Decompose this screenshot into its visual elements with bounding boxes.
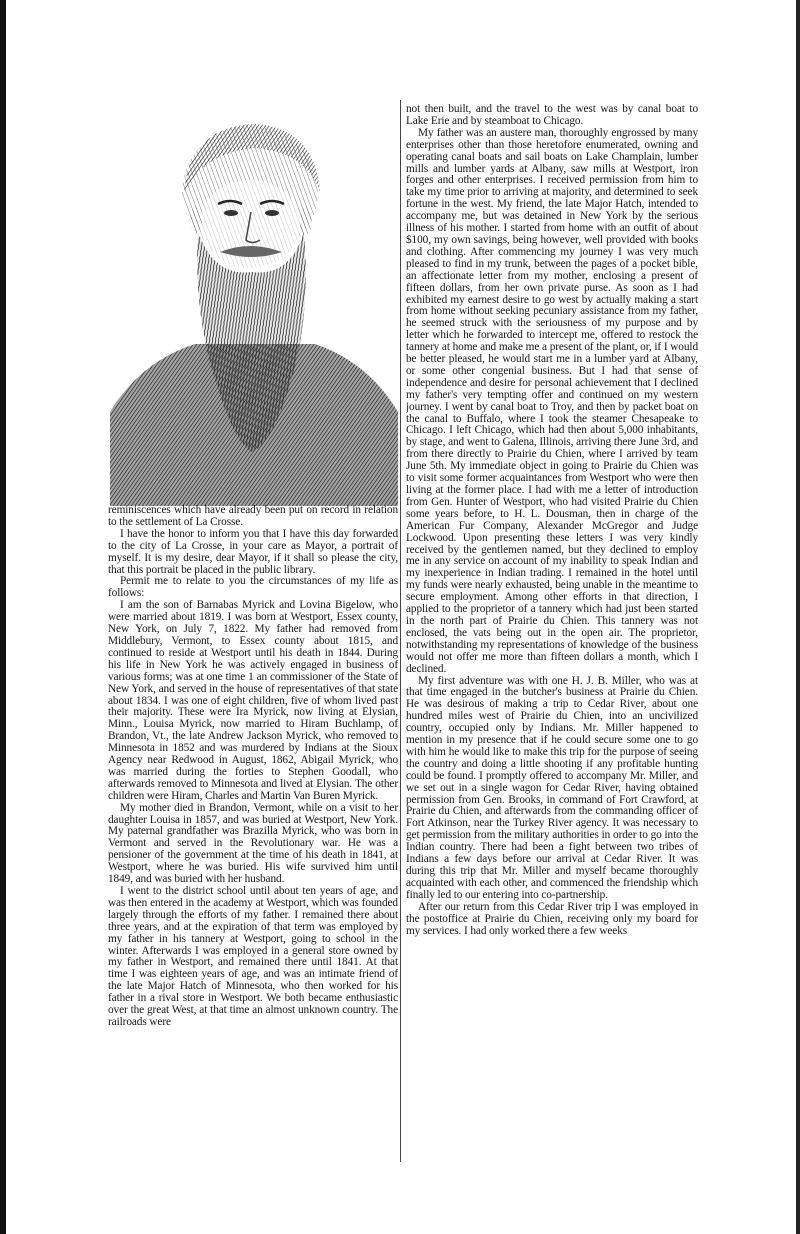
- paragraph: I have the honor to inform you that I have this day forwarded to the city of La Crosse, in your care as Mayor, a portrait of myself. It is my desire, dear Mayor, if it shall so please the city, that this portrait be placed in the public library.: [108, 527, 398, 576]
- column-divider: [400, 100, 401, 1162]
- paragraph: not then built, and the travel to the west was by canal boat to Lake Erie and by steamboat to Chicago.: [406, 104, 698, 127]
- newspaper-page: [100, 100, 704, 1168]
- paragraph: I went to the district school until about ten years of age, and was then entered in the academy at Westport, which was founded largely through the efforts of my father. I remained there about three years, and at the expiration of that term was employed by my father in his tannery at Westport, going to school in the winter. Afterwards I was employed in a general store owned by my father in Westport, and remained there until 1841. At that time I was eighteen years of age, and was an intimate friend of the late Major Hatch of Minnesota, who then worked for his father in a rival store in Westport. We both became enthusiastic over the great West, at that time an almost unknown country. The railroads were: [108, 885, 398, 1028]
- scan-edge-left: [0, 0, 6, 1234]
- paragraph: I am the son of Barnabas Myrick and Lovina Bigelow, who were married about 1819. I was born at Westport, Essex county, New York, on July 7, 1822. My father had removed from Middlebury, Vermont, to Essex county about 1815, and continued to reside at Westport until his death in 1844. During his life in New York he was actively engaged in business of various forms; was at one time 1 an commissioner of the State of New York, and served in the house of representatives of that state about 1834. I was one of eight children, five of whom lived past their majority. These were Ira Myrick, now living at Elysian, Minn., Louisa Myrick, now married to Hiram Buchlamp, of Brandon, Vt., the late Andrew Jackson Myrick, who removed to Minnesota in 1852 and was murdered by Indians at the Sioux Agency near Redwood in August, 1862, Abigail Myrick, who was married during the forties to Stephen Goodall, who afterwards removed to Minnesota and lived at Elysian. The other children were Hiram, Charles and Martin Van Buren Myrick.: [108, 599, 398, 802]
- paragraph: My mother died in Brandon, Vermont, while on a visit to her daughter Louisa in 1857, and was buried at Westport, New York. My paternal grandfather was Brazilla Myrick, who was born in Vermont and served in the Revolutionary war. He was a pensioner of the government at the time of his death in 1841, at Westport, where he was buried. His wife survived him until 1849, and was buried with her husband.: [108, 801, 398, 886]
- bearded-man-portrait-icon: [110, 112, 398, 506]
- scan-edge-right: [796, 0, 800, 1234]
- right-column-text: [406, 104, 698, 1168]
- paragraph: My first adventure was with one H. J. B. Miller, who was at that time engaged in the butcher's business at Prairie du Chien. He was desirous of making a trip to Cedar River, about one hundred miles west of Prairie du Chien, into an uncivilized country, occupied only by Indians. Mr. Miller happened to mention in my presence that if he could secure some one to go with him he would like to make this trip for the purpose of seeing the country and doing a little shooting if any profitable hunting could be found. I promptly offered to accompany Mr. Miller, and we set out in a single wagon for Cedar River, having obtained permission from Gen. Brooks, in command of Fort Crawford, at Prairie du Chien, and afterwards from the commanding officer of Fort Atkinson, near the Turkey River agency. It was necessary to get permission from the military authorities in order to go into the Indian country. There had been a fight between two tribes of Indians a few days before our arrival at Cedar River. It was during this trip that Mr. Miller and myself became thoroughly acquainted with each other, and commenced the friendship which finally led to our entering into co-partnership.: [406, 674, 698, 901]
- left-column: [106, 100, 398, 1168]
- left-column-text: [108, 505, 398, 1165]
- right-column: [402, 100, 698, 1168]
- paragraph: reminiscences which have already been put on record in relation to the settlement of La Crosse.: [108, 505, 398, 528]
- portrait-engraving: [110, 112, 398, 506]
- paragraph: My father was an austere man, thoroughly engrossed by many enterprises other than those heretofore enumerated, owning and operating canal boats and sail boats on Lake Champlain, lumber mills and lumber yards at Albany, saw mills at Westport, iron forges and other enterprises. I received permission from him to take my time prior to arriving at majority, and determined to seek fortune in the west. My friend, the late Major Hatch, intended to accompany me, but was detained in New York by the serious illness of his mother. I started from home with an outfit of about $100, my own savings, being however, well provided with books and clothing. After commencing my journey I was very much pleased to find in my trunk, between the pages of a pocket bible, an affectionate letter from my mother, enclosing a present of fifteen dollars, from her own private purse. As soon as I had exhibited my earnest desire to go west by actually making a start from home without seeking pecuniary assistance from my father, he seemed struck with the seriousness of my purpose and by letter which he forwarded to intercept me, offered to restock the tannery at home and make me a present of the plant, or, if I would be better pleased, he would start me in a lumber yard at Albany, or some other congenial business. But I had that sense of independence and desire for personal achievement that I declined my father's very tempting offer and continued on my western journey. I went by canal boat to Troy, and then by packet boat on the canal to Buffalo, where I took the steamer Chesapeake to Chicago. I left Chicago, which had then about 5,000 inhabitants, by stage, and went to Galena, Illinois, arriving there June 3rd, and from there directly to Prairie du Chien, where I arrived by team June 5th. My immediate object in going to Prairie du Chien was to visit some former acquaintances from Westport who were then living at the former place. I had with me a letter of introduction from Gen. Hunter of Westport, who had visited Prairie du Chien some years before, to H. L. Dousman, then in charge of the American Fur Company, Alexander McGregor and Judge Lockwood. Upon presenting these letters I was very kindly received by the gentlemen named, but they declined to employ me in any service on account of my inability to speak Indian and my inexperience in Indian trading. I remained in the hotel until my funds were nearly exhausted, being unable in the meantime to secure employment. Among other efforts in that direction, I applied to the proprietor of a tannery which had just been started in the north part of Prairie du Chien. This tannery was not enclosed, the vats being out in the open air. The proprietor, notwithstanding my representations of knowledge of the business would not offer me more than fifteen dollars a month, which I declined.: [406, 126, 698, 675]
- paragraph: After our return from this Cedar River trip I was employed in the postoffice at Prairie du Chien, receiving only my board for my services. I had only worked there a few weeks: [406, 900, 698, 937]
- paragraph: Permit me to relate to you the circumstances of my life as follows:: [108, 575, 398, 600]
